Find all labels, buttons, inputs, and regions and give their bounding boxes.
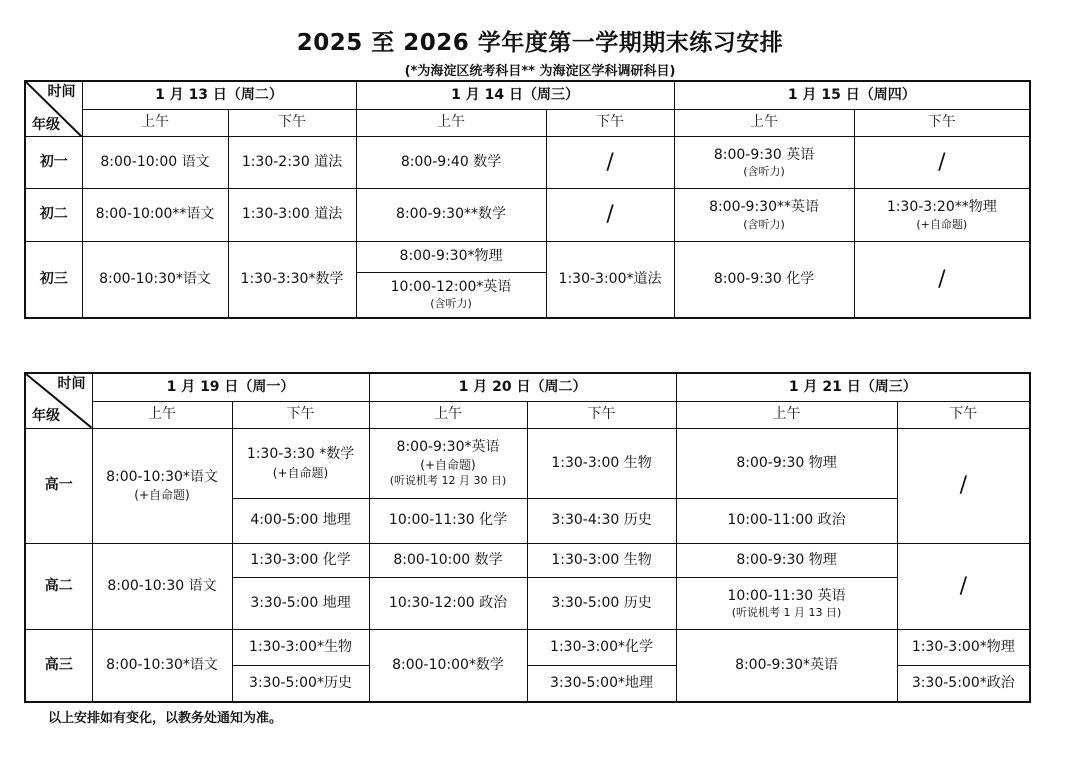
- exam-cell: 8:00-10:30*语文: [92, 630, 232, 702]
- exam-cell: 3:30-5:00*政治: [897, 666, 1030, 702]
- page-subtitle: (*为海淀区统考科目** 为海淀区学科调研科目): [404, 64, 676, 79]
- exam-cell: 8:00-10:00 数学: [369, 543, 527, 577]
- day-header: 1 月 21 日（周三）: [676, 373, 1030, 401]
- exam-cell: 1:30-3:00*生物: [232, 630, 369, 666]
- footer-note: 以上安排如有变化，以教务处通知为准。: [48, 711, 283, 726]
- pm-header: 下午: [546, 109, 674, 136]
- exam-cell: 10:00-11:00 政治: [676, 498, 897, 543]
- exam-cell: 8:00-9:30**数学: [356, 189, 546, 242]
- pm-header: 下午: [527, 401, 676, 428]
- exam-text: 1:30-3:20**物理: [886, 199, 997, 216]
- corner-grade-label: 年级: [32, 408, 60, 425]
- exam-cell: 3:30-5:00 历史: [527, 578, 676, 630]
- am-header: 上午: [92, 401, 232, 428]
- exam-cell: 10:30-12:00 政治: [369, 578, 527, 630]
- slash-mark: /: [606, 150, 614, 176]
- exam-cell: 8:00-9:30 物理: [676, 543, 897, 577]
- exam-cell: 1:30-3:00*物理: [897, 630, 1030, 666]
- exam-text: 8:00-10:30*语文: [106, 468, 218, 485]
- am-header: 上午: [676, 401, 897, 428]
- exam-cell: 1:30-3:00*化学: [527, 630, 676, 666]
- corner-time-label: 时间: [47, 84, 76, 100]
- senior-schedule-table: [24, 372, 1031, 703]
- corner-header-cell: [25, 81, 82, 137]
- exam-cell: 8:00-9:30 化学: [674, 242, 854, 318]
- am-header: 上午: [82, 109, 228, 136]
- exam-cell: 3:30-4:30 历史: [527, 498, 676, 543]
- junior-schedule-table: [24, 80, 1031, 319]
- exam-cell: 1:30-3:00 生物: [527, 428, 676, 498]
- exam-cell: [674, 189, 854, 242]
- grade-label: 初二: [25, 189, 82, 242]
- exam-cell: 8:00-10:00*数学: [369, 630, 527, 702]
- slash-mark: /: [959, 473, 967, 499]
- empty-slot: [854, 137, 1030, 189]
- corner-time-label: 时间: [57, 376, 86, 392]
- exam-cell: 3:30-5:00*历史: [232, 666, 369, 702]
- exam-cell: 8:00-10:00 语文: [82, 137, 228, 189]
- exam-cell: [356, 272, 546, 318]
- exam-cell: 1:30-3:00 生物: [527, 543, 676, 577]
- exam-note: (听说机考 12 月 30 日): [389, 474, 507, 488]
- grade-label: 高三: [25, 630, 92, 702]
- day-header: 1 月 20 日（周二）: [369, 373, 676, 401]
- pm-header: 下午: [897, 401, 1030, 428]
- grade-label: 高二: [25, 543, 92, 629]
- exam-cell: [232, 428, 369, 498]
- exam-text: 8:00-9:30 英语: [713, 146, 815, 163]
- exam-cell: [369, 428, 527, 498]
- am-header: 上午: [674, 109, 854, 136]
- exam-cell: 1:30-3:00 道法: [228, 189, 356, 242]
- exam-note: (听说机考 1 月 13 日): [731, 606, 842, 620]
- exam-note: (含听力): [743, 165, 785, 179]
- day-header: 1 月 14 日（周三）: [356, 81, 674, 109]
- exam-note: (+自命题): [916, 217, 968, 231]
- empty-slot: [546, 137, 674, 189]
- exam-note: (+自命题): [272, 465, 329, 480]
- page-title: 2025 至 2026 学年度第一学期期末练习安排: [296, 30, 784, 56]
- exam-text: 8:00-9:30**英语: [709, 199, 819, 216]
- empty-slot: [854, 242, 1030, 318]
- exam-text: 1:30-3:30 *数学: [246, 446, 355, 462]
- corner-header-cell: [25, 373, 92, 428]
- exam-cell: [854, 189, 1030, 242]
- exam-cell: 8:00-10:30*语文: [82, 242, 228, 318]
- exam-cell: 1:30-3:00 化学: [232, 543, 369, 577]
- exam-cell: [676, 578, 897, 630]
- pm-header: 下午: [854, 109, 1030, 136]
- slash-mark: /: [959, 573, 967, 599]
- exam-cell: 1:30-3:30*数学: [228, 242, 356, 318]
- day-header: 1 月 19 日（周一）: [92, 373, 369, 401]
- exam-cell: 8:00-9:30*物理: [356, 242, 546, 273]
- exam-cell: 8:00-10:30 语文: [92, 543, 232, 629]
- grade-label: 高一: [25, 428, 92, 543]
- empty-slot: [897, 543, 1030, 629]
- pm-header: 下午: [228, 109, 356, 136]
- empty-slot: [546, 189, 674, 242]
- exam-cell: 1:30-2:30 道法: [228, 137, 356, 189]
- exam-cell: 8:00-10:00**语文: [82, 189, 228, 242]
- exam-cell: 8:00-9:30*英语: [676, 630, 897, 702]
- am-header: 上午: [356, 109, 546, 136]
- exam-note: (+自命题): [134, 488, 190, 503]
- am-header: 上午: [369, 401, 527, 428]
- exam-note: (含听力): [430, 297, 472, 311]
- corner-grade-label: 年级: [32, 116, 60, 133]
- grade-label: 初一: [25, 137, 82, 189]
- slash-mark: /: [938, 266, 946, 292]
- day-header: 1 月 13 日（周二）: [82, 81, 356, 109]
- exam-cell: 3:30-5:00*地理: [527, 666, 676, 702]
- exam-cell: 1:30-3:00*道法: [546, 242, 674, 318]
- empty-slot: [897, 428, 1030, 543]
- exam-cell: 3:30-5:00 地理: [232, 578, 369, 630]
- exam-note: (+自命题): [420, 458, 476, 473]
- exam-text: 8:00-9:30*英语: [396, 438, 500, 455]
- pm-header: 下午: [232, 401, 369, 428]
- slash-mark: /: [606, 202, 614, 228]
- exam-text: 10:00-11:30 英语: [727, 587, 846, 604]
- exam-text: 10:00-12:00*英语: [390, 278, 512, 295]
- grade-label: 初三: [25, 242, 82, 318]
- exam-cell: [92, 428, 232, 543]
- day-header: 1 月 15 日（周四）: [674, 81, 1030, 109]
- exam-cell: 4:00-5:00 地理: [232, 498, 369, 543]
- slash-mark: /: [938, 150, 946, 176]
- exam-cell: 10:00-11:30 化学: [369, 498, 527, 543]
- exam-note: (含听力): [743, 217, 785, 231]
- exam-cell: 8:00-9:30 物理: [676, 428, 897, 498]
- exam-cell: [674, 137, 854, 189]
- exam-cell: 8:00-9:40 数学: [356, 137, 546, 189]
